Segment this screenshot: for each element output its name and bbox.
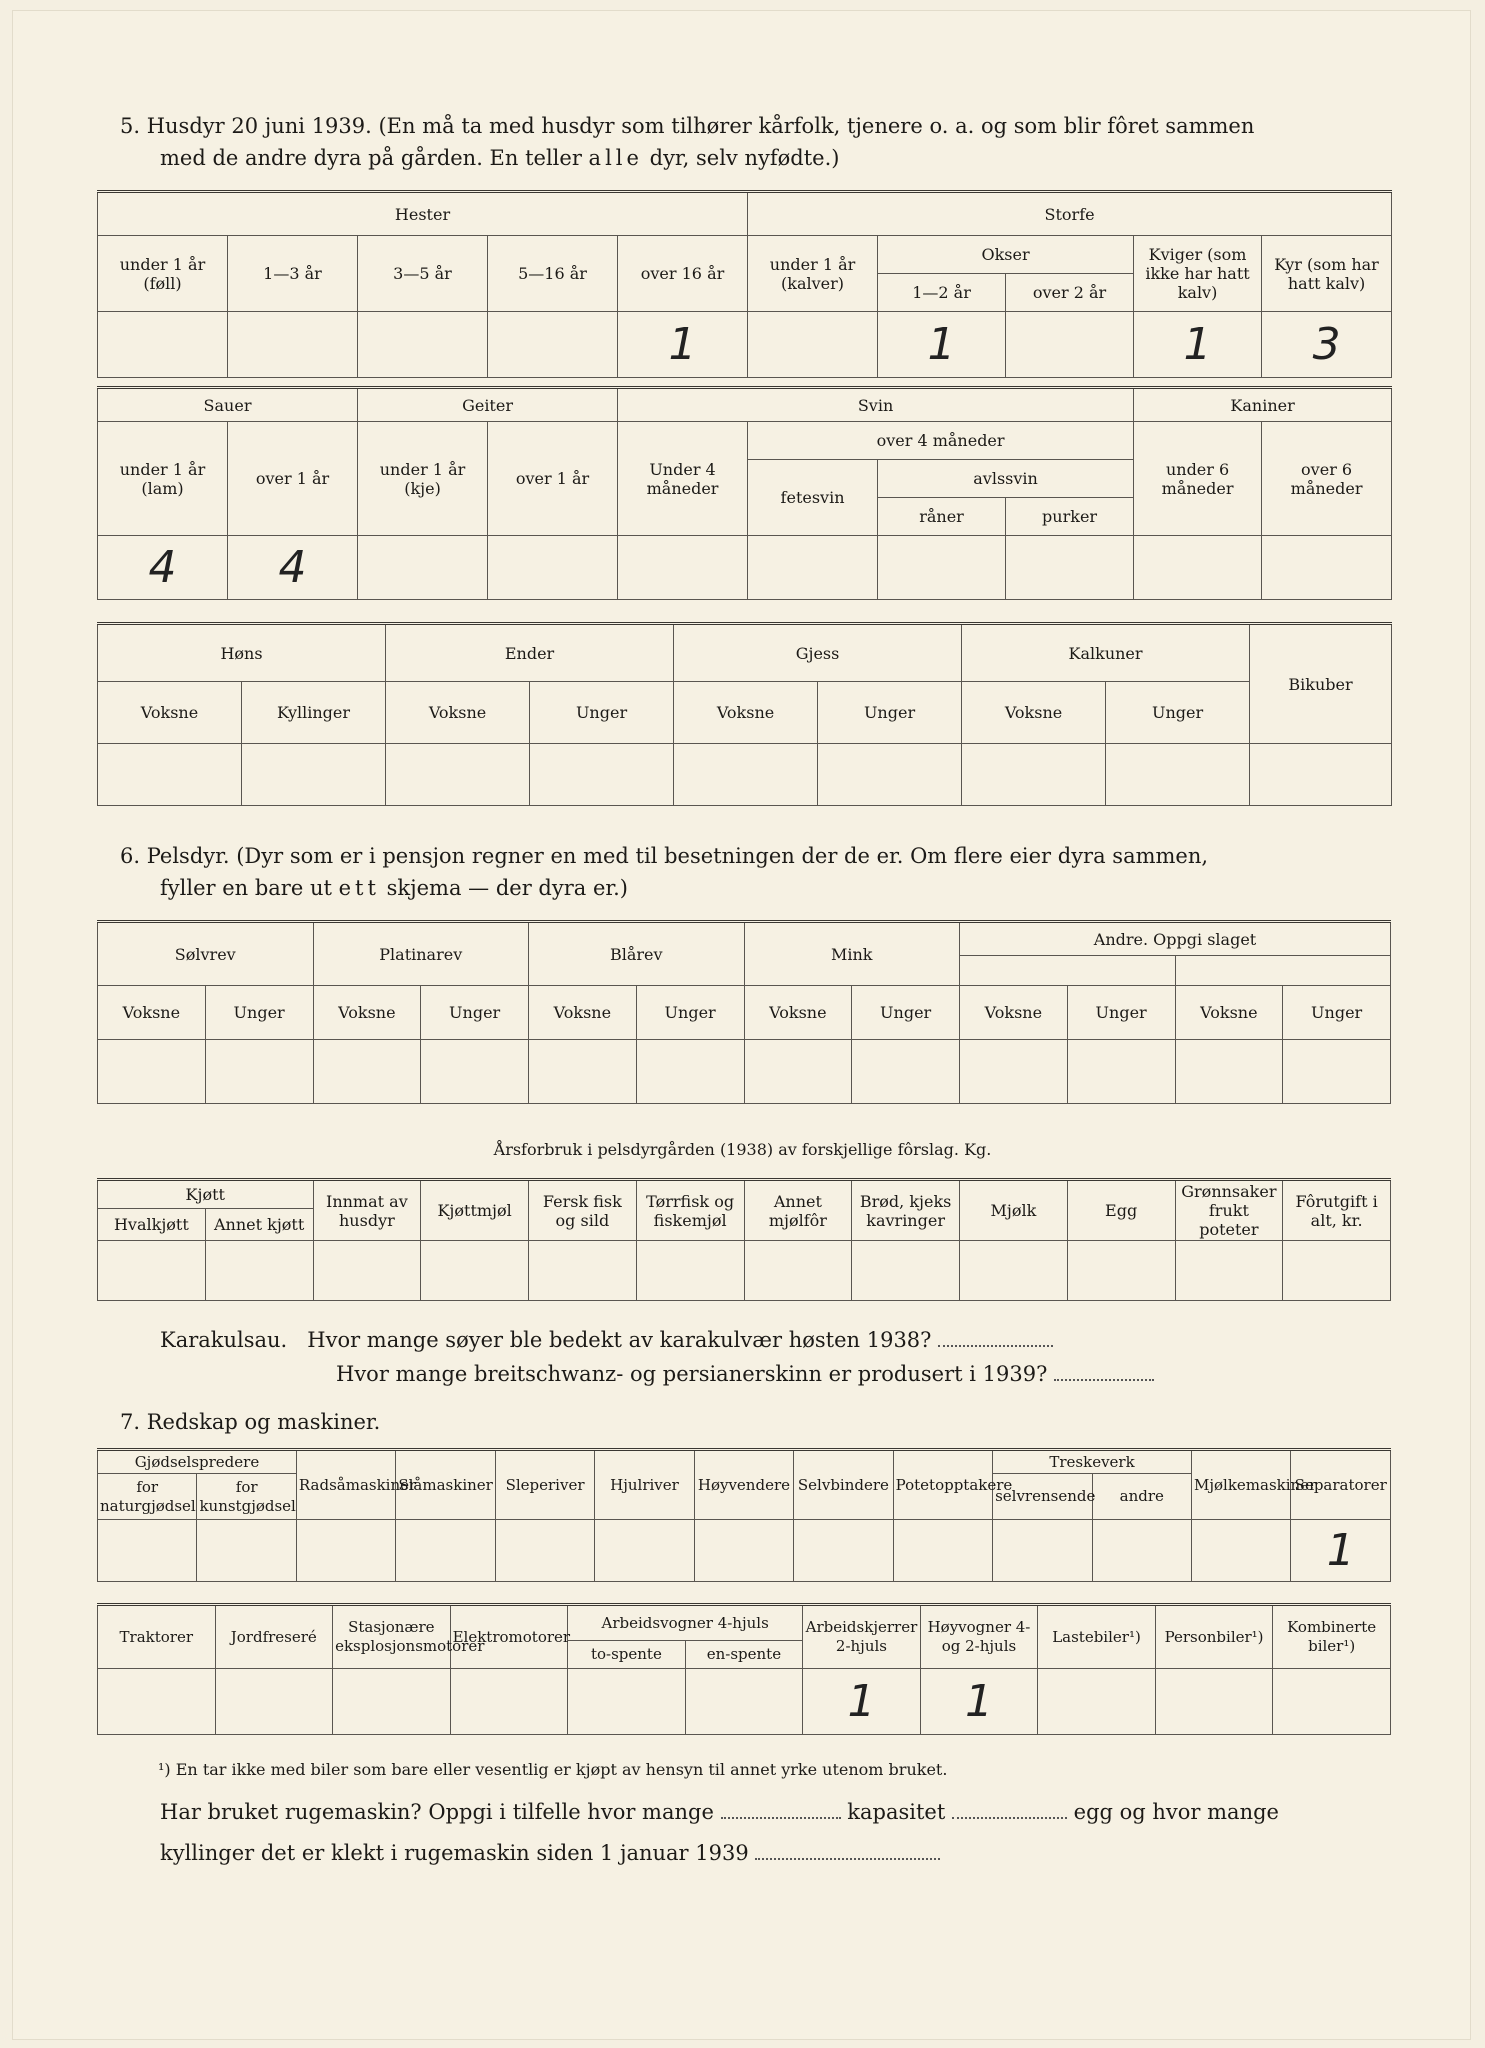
col-hoyvendere: Høyvendere bbox=[694, 1450, 793, 1520]
cell-annet-kjott[interactable] bbox=[205, 1241, 313, 1301]
col-gjess-voksne: Voksne bbox=[674, 682, 818, 744]
table-pelsdyr bbox=[97, 920, 1391, 1104]
col-hester-foll: under 1 år (føll) bbox=[98, 236, 228, 312]
cell-mink-voksne[interactable] bbox=[744, 1040, 852, 1104]
cell-hester-over16[interactable]: 1 bbox=[618, 312, 748, 378]
col-elektro: Elektromotorer bbox=[450, 1605, 568, 1669]
col-raner: råner bbox=[878, 498, 1006, 536]
cell-geit-kje[interactable] bbox=[358, 536, 488, 600]
forbruk-caption: Årsforbruk i pelsdyrgården (1938) av forskjellige fôrslag. Kg. bbox=[493, 1140, 992, 1159]
col-lastebiler: Lastebiler¹) bbox=[1038, 1605, 1156, 1669]
karakul-q2-answer[interactable] bbox=[1054, 1365, 1154, 1381]
header-platinarev: Platinarev bbox=[313, 922, 529, 986]
section-6-line2: fyller en bare ut ett skjema — der dyra er.) bbox=[160, 876, 628, 900]
cell-blarev-voksne[interactable] bbox=[529, 1040, 637, 1104]
cell-mjolkemaskiner[interactable] bbox=[1191, 1520, 1290, 1582]
cell-okser-over2[interactable] bbox=[1006, 312, 1134, 378]
cell-kalkuner-voksne[interactable] bbox=[962, 744, 1106, 806]
header-treskeverk: Treskeverk bbox=[993, 1450, 1192, 1474]
footnote-biler: ¹) En tar ikke med biler som bare eller vesentlig er kjøpt av hensyn til annet yrke utenom bruket. bbox=[158, 1760, 948, 1779]
cell-okser-1-2[interactable]: 1 bbox=[878, 312, 1006, 378]
cell-selvbindere[interactable] bbox=[794, 1520, 893, 1582]
section-5-line2: med de andre dyra på gården. En teller alle dyr, selv nyfødte.) bbox=[160, 146, 840, 170]
cell-solvrev-unger[interactable] bbox=[205, 1040, 313, 1104]
col-torrfisk: Tørrfisk og fiskemjøl bbox=[636, 1180, 744, 1241]
header-hons: Høns bbox=[98, 624, 386, 682]
cell-lastebiler[interactable] bbox=[1038, 1669, 1156, 1735]
cell-blarev-unger[interactable] bbox=[636, 1040, 744, 1104]
header-geiter: Geiter bbox=[358, 388, 618, 422]
col-gjess-unger: Unger bbox=[818, 682, 962, 744]
karakul-q1-answer[interactable] bbox=[938, 1331, 1053, 1347]
cell-egg[interactable] bbox=[1067, 1241, 1175, 1301]
cell-selvrensende[interactable] bbox=[993, 1520, 1092, 1582]
cell-kombinerte[interactable] bbox=[1273, 1669, 1391, 1735]
col-solvrev-voksne: Voksne bbox=[98, 986, 206, 1040]
cell-kyr[interactable]: 3 bbox=[1262, 312, 1392, 378]
col-hons-voksne: Voksne bbox=[98, 682, 242, 744]
col-selvbindere: Selvbindere bbox=[794, 1450, 893, 1520]
col-kyr: Kyr (som har hatt kalv) bbox=[1262, 236, 1392, 312]
rugemaskin-kyllinger-answer[interactable] bbox=[755, 1844, 940, 1860]
col-sau-over: over 1 år bbox=[228, 422, 358, 536]
andre-slag-1[interactable] bbox=[960, 956, 1176, 986]
header-avlssvin: avlssvin bbox=[878, 460, 1134, 498]
cell-sau-lam[interactable]: 4 bbox=[98, 536, 228, 600]
col-mink-unger: Unger bbox=[852, 986, 960, 1040]
table-redskap-b bbox=[97, 1603, 1391, 1735]
col-geit-over: over 1 år bbox=[488, 422, 618, 536]
cell-hons-kyllinger[interactable] bbox=[242, 744, 386, 806]
cell-andre1-voksne[interactable] bbox=[960, 1040, 1068, 1104]
col-kan-over6: over 6 måneder bbox=[1262, 422, 1392, 536]
col-andre1-unger: Unger bbox=[1067, 986, 1175, 1040]
col-mjolk: Mjølk bbox=[960, 1180, 1068, 1241]
table-hester-storfe bbox=[97, 190, 1392, 378]
header-sauer: Sauer bbox=[98, 388, 358, 422]
header-svin: Svin bbox=[618, 388, 1134, 422]
cell-treskeverk-andre[interactable] bbox=[1092, 1520, 1191, 1582]
col-blarev-voksne: Voksne bbox=[529, 986, 637, 1040]
col-selvrensende: selvrensende bbox=[993, 1474, 1092, 1520]
col-separatorer: Separatorer bbox=[1291, 1450, 1391, 1520]
cell-svin-under4[interactable] bbox=[618, 536, 748, 600]
header-ender: Ender bbox=[386, 624, 674, 682]
col-egg: Egg bbox=[1067, 1180, 1175, 1241]
rugemaskin-kapasitet-answer[interactable] bbox=[952, 1803, 1067, 1819]
header-mink: Mink bbox=[744, 922, 960, 986]
karakul-q2: Hvor mange breitschwanz- og persianerskinn er produsert i 1939? bbox=[336, 1357, 1154, 1391]
col-andre1-voksne: Voksne bbox=[960, 986, 1068, 1040]
cell-geit-over[interactable] bbox=[488, 536, 618, 600]
cell-sla[interactable] bbox=[396, 1520, 495, 1582]
cell-to-spente[interactable] bbox=[568, 1669, 686, 1735]
cell-ender-voksne[interactable] bbox=[386, 744, 530, 806]
col-platinarev-unger: Unger bbox=[421, 986, 529, 1040]
col-kan-under6: under 6 måneder bbox=[1134, 422, 1262, 536]
col-for-natur: for naturgjødsel bbox=[98, 1474, 197, 1520]
cell-innmat[interactable] bbox=[313, 1241, 421, 1301]
col-blarev-unger: Unger bbox=[636, 986, 744, 1040]
col-sleperiver: Sleperiver bbox=[495, 1450, 594, 1520]
col-hons-kyllinger: Kyllinger bbox=[242, 682, 386, 744]
col-annet-mjol: Annet mjølfôr bbox=[744, 1180, 852, 1241]
col-andre2-voksne: Voksne bbox=[1175, 986, 1283, 1040]
col-annet-kjott: Annet kjøtt bbox=[205, 1209, 313, 1241]
col-fersk-fisk: Fersk fisk og sild bbox=[529, 1180, 637, 1241]
cell-hester-foll[interactable] bbox=[98, 312, 228, 378]
rugemaskin-line2: kyllinger det er klekt i rugemaskin siden 1 januar 1939 bbox=[160, 1836, 940, 1870]
cell-separatorer[interactable]: 1 bbox=[1291, 1520, 1391, 1582]
cell-kalkuner-unger[interactable] bbox=[1106, 744, 1250, 806]
table-sauer-svin bbox=[97, 386, 1392, 600]
col-mink-voksne: Voksne bbox=[744, 986, 852, 1040]
header-gjodsel: Gjødselspredere bbox=[98, 1450, 297, 1474]
col-gronnsaker: Grønnsaker frukt poteter bbox=[1175, 1180, 1283, 1241]
cell-ender-unger[interactable] bbox=[530, 744, 674, 806]
col-storfe-kalver: under 1 år (kalver) bbox=[748, 236, 878, 312]
cell-kjottmjol[interactable] bbox=[421, 1241, 529, 1301]
cell-solvrev-voksne[interactable] bbox=[98, 1040, 206, 1104]
col-hester-1-3: 1—3 år bbox=[228, 236, 358, 312]
cell-kan-under6[interactable] bbox=[1134, 536, 1262, 600]
col-kombinerte: Kombinerte biler¹) bbox=[1273, 1605, 1391, 1669]
cell-sleperiver[interactable] bbox=[495, 1520, 594, 1582]
col-andre2-unger: Unger bbox=[1283, 986, 1391, 1040]
header-kaniner: Kaniner bbox=[1134, 388, 1392, 422]
header-hester: Hester bbox=[98, 192, 748, 236]
col-okser-over2: over 2 år bbox=[1006, 274, 1134, 312]
col-solvrev-unger: Unger bbox=[205, 986, 313, 1040]
header-blarev: Blårev bbox=[529, 922, 745, 986]
col-personbiler: Personbiler¹) bbox=[1155, 1605, 1273, 1669]
header-kalkuner: Kalkuner bbox=[962, 624, 1250, 682]
col-purker: purker bbox=[1006, 498, 1134, 536]
cell-hester-1-3[interactable] bbox=[228, 312, 358, 378]
cell-purker[interactable] bbox=[1006, 536, 1134, 600]
cell-fersk-fisk[interactable] bbox=[529, 1241, 637, 1301]
header-bikuber: Bikuber bbox=[1250, 624, 1392, 744]
cell-for-natur[interactable] bbox=[98, 1520, 197, 1582]
cell-en-spente[interactable] bbox=[685, 1669, 803, 1735]
cell-platinarev-unger[interactable] bbox=[421, 1040, 529, 1104]
col-innmat: Innmat av husdyr bbox=[313, 1180, 421, 1241]
cell-hester-5-16[interactable] bbox=[488, 312, 618, 378]
cell-radsa[interactable] bbox=[296, 1520, 395, 1582]
cell-bikuber[interactable] bbox=[1250, 744, 1392, 806]
col-okser-1-2: 1—2 år bbox=[878, 274, 1006, 312]
section-6-heading bbox=[120, 840, 1380, 904]
cell-brod[interactable] bbox=[852, 1241, 960, 1301]
col-fetesvin: fetesvin bbox=[748, 460, 878, 536]
col-geit-kje: under 1 år (kje) bbox=[358, 422, 488, 536]
col-kalkuner-voksne: Voksne bbox=[962, 682, 1106, 744]
col-hjulriver: Hjulriver bbox=[595, 1450, 694, 1520]
col-kalkuner-unger: Unger bbox=[1106, 682, 1250, 744]
cell-annet-mjol[interactable] bbox=[744, 1241, 852, 1301]
col-svin-under4: Under 4 måneder bbox=[618, 422, 748, 536]
cell-traktorer[interactable] bbox=[98, 1669, 216, 1735]
cell-andre2-voksne[interactable] bbox=[1175, 1040, 1283, 1104]
cell-potet[interactable] bbox=[893, 1520, 992, 1582]
col-treskeverk-andre: andre bbox=[1092, 1474, 1191, 1520]
col-radsa: Radsåmaskiner bbox=[296, 1450, 395, 1520]
header-kjott: Kjøtt bbox=[98, 1180, 314, 1209]
col-potet: Potetopptakere bbox=[893, 1450, 992, 1520]
cell-kan-over6[interactable] bbox=[1262, 536, 1392, 600]
header-svin-over4: over 4 måneder bbox=[748, 422, 1134, 460]
col-to-spente: to-spente bbox=[568, 1641, 686, 1669]
cell-storfe-kalver[interactable] bbox=[748, 312, 878, 378]
cell-forutgift[interactable] bbox=[1283, 1241, 1391, 1301]
col-hoyvogner: Høyvogner 4- og 2-hjuls bbox=[920, 1605, 1038, 1669]
rugemaskin-line1: Har bruket rugemaskin? Oppgi i tilfelle hvor mange kapasitet egg og hvor mange bbox=[160, 1800, 1279, 1824]
header-okser: Okser bbox=[878, 236, 1134, 274]
col-en-spente: en-spente bbox=[685, 1641, 803, 1669]
cell-andre2-unger[interactable] bbox=[1283, 1040, 1391, 1104]
col-arbeidskjerrer: Arbeidskjerrer 2-hjuls bbox=[803, 1605, 921, 1669]
header-gjess: Gjess bbox=[674, 624, 962, 682]
cell-hjulriver[interactable] bbox=[595, 1520, 694, 1582]
cell-personbiler[interactable] bbox=[1155, 1669, 1273, 1735]
cell-hoyvendere[interactable] bbox=[694, 1520, 793, 1582]
cell-stasjonaere[interactable] bbox=[333, 1669, 451, 1735]
karakul-q1: Karakulsau. Hvor mange søyer ble bedekt av karakulvær høsten 1938? bbox=[160, 1323, 1053, 1357]
col-ender-voksne: Voksne bbox=[386, 682, 530, 744]
col-platinarev-voksne: Voksne bbox=[313, 986, 421, 1040]
cell-gjess-unger[interactable] bbox=[818, 744, 962, 806]
cell-hoyvogner[interactable]: 1 bbox=[920, 1669, 1038, 1735]
section-5-line1: 5. Husdyr 20 juni 1939. (En må ta med husdyr som tilhører kårfolk, tjenere o. a. og som blir fôret sammen bbox=[120, 114, 1255, 138]
cell-fetesvin[interactable] bbox=[748, 536, 878, 600]
section-7-heading: 7. Redskap og maskiner. bbox=[120, 1410, 381, 1434]
header-storfe: Storfe bbox=[748, 192, 1392, 236]
table-forbruk bbox=[97, 1178, 1391, 1301]
cell-kviger[interactable]: 1 bbox=[1134, 312, 1262, 378]
table-redskap-a bbox=[97, 1448, 1391, 1582]
col-sla: Slåmaskiner bbox=[396, 1450, 495, 1520]
cell-gjess-voksne[interactable] bbox=[674, 744, 818, 806]
table-fjaerfe bbox=[97, 622, 1392, 806]
col-mjolkemaskiner: Mjølkemaskiner bbox=[1191, 1450, 1290, 1520]
cell-hvalkjott[interactable] bbox=[98, 1241, 206, 1301]
cell-sau-over[interactable]: 4 bbox=[228, 536, 358, 600]
cell-andre1-unger[interactable] bbox=[1067, 1040, 1175, 1104]
col-hester-over16: over 16 år bbox=[618, 236, 748, 312]
col-jordfresere: Jordfreseré bbox=[215, 1605, 333, 1669]
col-for-kunst: for kunstgjødsel bbox=[197, 1474, 296, 1520]
rugemaskin-antall-answer[interactable] bbox=[721, 1803, 841, 1819]
cell-gronnsaker[interactable] bbox=[1175, 1241, 1283, 1301]
col-forutgift: Fôrutgift i alt, kr. bbox=[1283, 1180, 1391, 1241]
col-brod: Brød, kjeks kavringer bbox=[852, 1180, 960, 1241]
col-ender-unger: Unger bbox=[530, 682, 674, 744]
cell-elektro[interactable] bbox=[450, 1669, 568, 1735]
col-kviger: Kviger (som ikke har hatt kalv) bbox=[1134, 236, 1262, 312]
cell-hons-voksne[interactable] bbox=[98, 744, 242, 806]
cell-for-kunst[interactable] bbox=[197, 1520, 296, 1582]
cell-arbeidskjerrer[interactable]: 1 bbox=[803, 1669, 921, 1735]
cell-hester-3-5[interactable] bbox=[358, 312, 488, 378]
section-6-line1: 6. Pelsdyr. (Dyr som er i pensjon regner en med til besetningen der de er. Om flere eier dyra sammen, bbox=[120, 844, 1209, 868]
col-kjottmjol: Kjøttmjøl bbox=[421, 1180, 529, 1241]
cell-jordfresere[interactable] bbox=[215, 1669, 333, 1735]
andre-slag-2[interactable] bbox=[1175, 956, 1391, 986]
col-hester-3-5: 3—5 år bbox=[358, 236, 488, 312]
cell-raner[interactable] bbox=[878, 536, 1006, 600]
cell-platinarev-voksne[interactable] bbox=[313, 1040, 421, 1104]
cell-mink-unger[interactable] bbox=[852, 1040, 960, 1104]
header-andre: Andre. Oppgi slaget bbox=[960, 922, 1391, 956]
header-solvrev: Sølvrev bbox=[98, 922, 314, 986]
section-5-heading bbox=[120, 110, 1380, 174]
col-sau-lam: under 1 år (lam) bbox=[98, 422, 228, 536]
col-stasjonaere: Stasjonære eksplosjonsmotorer bbox=[333, 1605, 451, 1669]
cell-torrfisk[interactable] bbox=[636, 1241, 744, 1301]
header-arbeidsvogner: Arbeidsvogner 4-hjuls bbox=[568, 1605, 803, 1641]
col-hvalkjott: Hvalkjøtt bbox=[98, 1209, 206, 1241]
col-hester-5-16: 5—16 år bbox=[488, 236, 618, 312]
cell-mjolk[interactable] bbox=[960, 1241, 1068, 1301]
col-traktorer: Traktorer bbox=[98, 1605, 216, 1669]
